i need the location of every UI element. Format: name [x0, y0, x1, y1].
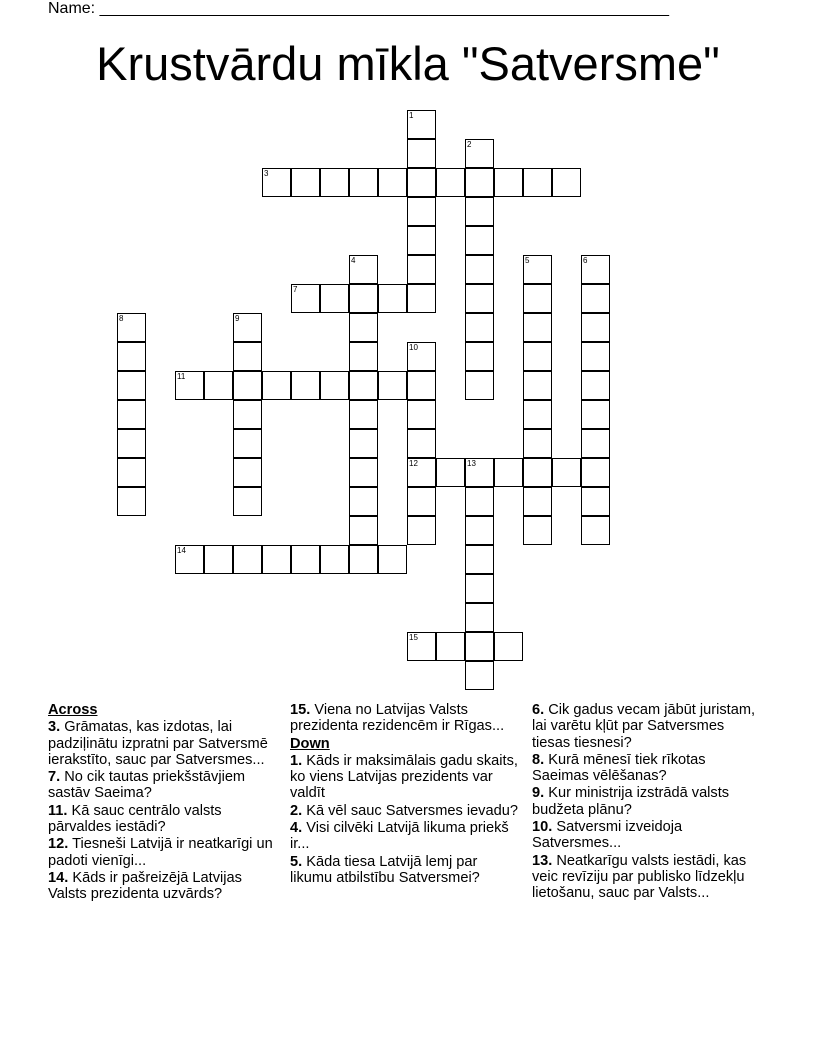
page-title: Krustvārdu mīkla "Satversme": [96, 37, 720, 90]
crossword-cell[interactable]: [465, 574, 494, 603]
clue-item-text: Kā sauc centrālo valsts pārvaldes iestādi?: [48, 802, 222, 836]
crossword-cell[interactable]: [581, 429, 610, 458]
crossword-cell[interactable]: [349, 400, 378, 429]
crossword-cell[interactable]: [552, 168, 581, 197]
crossword-cell[interactable]: [523, 458, 552, 487]
clue-item-number: 3.: [48, 719, 61, 736]
clue-number: 12: [409, 459, 418, 468]
crossword-cell[interactable]: [523, 313, 552, 342]
crossword-cell[interactable]: [349, 168, 378, 197]
crossword-cell[interactable]: [465, 458, 494, 487]
clue-item: [290, 702, 522, 735]
crossword-cell[interactable]: [117, 342, 146, 371]
clue-number: 6: [583, 256, 588, 265]
crossword-cell[interactable]: [378, 284, 407, 313]
clue-number: 9: [235, 314, 240, 323]
clue-item-number: 13.: [532, 852, 553, 869]
clue-item: [532, 853, 764, 902]
crossword-cell[interactable]: [581, 516, 610, 545]
clue-item-number: 15.: [290, 702, 311, 718]
clue-item-text: Kāds ir pašreizējā Latvijas Valsts prezidenta uzvārds?: [48, 869, 242, 903]
crossword-cell[interactable]: [320, 545, 349, 574]
crossword-cell[interactable]: [407, 458, 436, 487]
crossword-cell[interactable]: [436, 458, 465, 487]
crossword-cell[interactable]: [465, 226, 494, 255]
crossword-cell[interactable]: [523, 487, 552, 516]
crossword-cell[interactable]: [233, 342, 262, 371]
crossword-cell[interactable]: [117, 429, 146, 458]
crossword-cell[interactable]: [407, 632, 436, 661]
clue-item-number: 1.: [290, 752, 303, 769]
clue-item: [532, 819, 764, 852]
clue-item-number: 5.: [290, 853, 303, 870]
clue-item: [48, 870, 280, 903]
clue-number: 14: [177, 546, 186, 555]
crossword-cell[interactable]: [436, 168, 465, 197]
crossword-cell[interactable]: [233, 371, 262, 400]
crossword-cell[interactable]: [320, 284, 349, 313]
crossword-cell[interactable]: [378, 545, 407, 574]
clue-item-number: 8.: [532, 751, 545, 768]
crossword-cell[interactable]: [465, 603, 494, 632]
crossword-cell[interactable]: [349, 487, 378, 516]
crossword-cell[interactable]: [407, 197, 436, 226]
crossword-cell[interactable]: [117, 371, 146, 400]
clues-column-2: [290, 702, 522, 887]
crossword-cell[interactable]: [581, 487, 610, 516]
crossword-cell[interactable]: [233, 487, 262, 516]
crossword-cell[interactable]: [465, 487, 494, 516]
clue-item-text: Neatkarīgu valsts iestādi, kas veic revīziju par publisko līdzekļu lietošanu, sauc par Valsts...: [532, 852, 747, 902]
crossword-cell[interactable]: [349, 371, 378, 400]
crossword-cell[interactable]: [407, 284, 436, 313]
clue-item-text: Viena no Latvijas Valsts prezidenta rezidencēm ir Rīgas...: [290, 702, 505, 735]
crossword-cell[interactable]: [233, 400, 262, 429]
crossword-cell[interactable]: [349, 284, 378, 313]
crossword-cell[interactable]: [407, 226, 436, 255]
crossword-cell[interactable]: [407, 168, 436, 197]
crossword-cell[interactable]: [262, 371, 291, 400]
clue-item-number: 7.: [48, 769, 61, 786]
crossword-cell[interactable]: [204, 545, 233, 574]
clue-item-text: Satversmi izveidoja Satversmes...: [532, 819, 683, 852]
crossword-cell[interactable]: [349, 545, 378, 574]
clue-number: 2: [467, 140, 472, 149]
clue-item-text: Cik gadus vecam jābūt juristam, lai varētu kļūt par Satversmes tiesas tiesnesi?: [532, 702, 756, 751]
clue-item-number: 14.: [48, 869, 69, 886]
clue-item: [48, 719, 280, 768]
crossword-cell[interactable]: [523, 342, 552, 371]
crossword-cell[interactable]: [523, 429, 552, 458]
clue-number: 7: [293, 285, 298, 294]
crossword-cell[interactable]: [175, 371, 204, 400]
clue-number: 13: [467, 459, 476, 468]
crossword-cell[interactable]: [465, 197, 494, 226]
across-heading: Across: [48, 702, 98, 718]
crossword-cell[interactable]: [233, 313, 262, 342]
clue-number: 4: [351, 256, 356, 265]
name-field-label: Name: ________________________________________________________________: [48, 0, 670, 17]
crossword-cell[interactable]: [233, 458, 262, 487]
clue-item-number: 9.: [532, 785, 545, 802]
crossword-cell[interactable]: [465, 632, 494, 661]
clues-column-3: [532, 702, 764, 903]
crossword-cell[interactable]: [233, 429, 262, 458]
crossword-cell[interactable]: [291, 371, 320, 400]
crossword-cell[interactable]: [581, 255, 610, 284]
crossword-cell[interactable]: [320, 371, 349, 400]
clue-item-text: Kur ministrija izstrādā valsts budžeta plānu?: [532, 785, 730, 818]
crossword-cell[interactable]: [581, 458, 610, 487]
crossword-cell[interactable]: [407, 342, 436, 371]
clue-item-number: 6.: [532, 702, 545, 718]
clue-item: [290, 753, 522, 802]
clue-item: [48, 836, 280, 869]
clue-item-text: Grāmatas, kas izdotas, lai padziļinātu izpratni par Satversmē ierakstīto, sauc par Satversmes...: [48, 719, 268, 768]
crossword-cell[interactable]: [581, 284, 610, 313]
clue-item: [48, 803, 280, 836]
clue-item: [532, 752, 764, 785]
clue-item: [532, 702, 764, 751]
crossword-cell[interactable]: [407, 371, 436, 400]
crossword-cell[interactable]: [523, 168, 552, 197]
crossword-cell[interactable]: [436, 632, 465, 661]
crossword-cell[interactable]: [465, 661, 494, 690]
crossword-cell[interactable]: [378, 371, 407, 400]
clue-item-number: 4.: [290, 820, 303, 837]
crossword-cell[interactable]: [349, 313, 378, 342]
crossword-cell[interactable]: [407, 400, 436, 429]
crossword-cell[interactable]: [407, 429, 436, 458]
down-heading: Down: [290, 735, 330, 752]
clue-item-text: Kāda tiesa Latvijā lemj par likumu atbilstību Satversmei?: [290, 853, 480, 886]
crossword-cell[interactable]: [494, 168, 523, 197]
clue-item-text: Kā vēl sauc Satversmes ievadu?: [302, 802, 518, 819]
crossword-cell[interactable]: [407, 110, 436, 139]
clue-item-number: 12.: [48, 836, 69, 853]
crossword-cell[interactable]: [407, 139, 436, 168]
crossword-cell[interactable]: [349, 255, 378, 284]
crossword-cell[interactable]: [494, 458, 523, 487]
crossword-cell[interactable]: [349, 458, 378, 487]
clue-item: [290, 854, 522, 887]
crossword-cell[interactable]: [523, 371, 552, 400]
crossword-cell[interactable]: [233, 545, 262, 574]
crossword-cell[interactable]: [407, 487, 436, 516]
crossword-cell[interactable]: [117, 400, 146, 429]
crossword-cell[interactable]: [494, 632, 523, 661]
clue-number: 1: [409, 111, 414, 120]
crossword-cell[interactable]: [320, 168, 349, 197]
clue-number: 11: [177, 372, 186, 381]
crossword-cell[interactable]: [204, 371, 233, 400]
clue-number: 8: [119, 314, 124, 323]
clue-item: [532, 785, 764, 818]
clue-item-text: No cik tautas priekšstāvjiem sastāv Saeima?: [48, 769, 246, 802]
crossword-cell[interactable]: [523, 255, 552, 284]
clue-item: [290, 820, 522, 853]
crossword-cell[interactable]: [117, 487, 146, 516]
crossword-cell[interactable]: [175, 545, 204, 574]
crossword-cell[interactable]: [291, 545, 320, 574]
crossword-cell[interactable]: [523, 284, 552, 313]
crossword-cell[interactable]: [523, 516, 552, 545]
crossword-cell[interactable]: [465, 342, 494, 371]
crossword-cell[interactable]: [552, 458, 581, 487]
crossword-cell[interactable]: [291, 168, 320, 197]
crossword-cell[interactable]: [465, 168, 494, 197]
clue-item-number: 10.: [532, 819, 553, 836]
clue-item-text: Visi cilvēki Latvijā likuma priekš ir...: [290, 820, 509, 853]
clue-item-text: Kāds ir maksimālais gadu skaits, ko viens Latvijas prezidents var valdīt: [290, 752, 518, 802]
crossword-cell[interactable]: [262, 545, 291, 574]
clue-number: 15: [409, 633, 418, 642]
clue-number: 10: [409, 343, 418, 352]
clue-item: [290, 803, 522, 819]
crossword-cell[interactable]: [262, 168, 291, 197]
clue-item: [48, 769, 280, 802]
clues-column-1: [48, 702, 280, 904]
crossword-cell[interactable]: [465, 516, 494, 545]
crossword-cell[interactable]: [378, 168, 407, 197]
crossword-cell[interactable]: [291, 284, 320, 313]
crossword-cell[interactable]: [117, 458, 146, 487]
crossword-cell[interactable]: [581, 400, 610, 429]
crossword-cell[interactable]: [581, 313, 610, 342]
crossword-cell[interactable]: [465, 371, 494, 400]
crossword-cell[interactable]: [465, 284, 494, 313]
crossword-cell[interactable]: [407, 255, 436, 284]
crossword-cell[interactable]: [465, 255, 494, 284]
clue-number: 5: [525, 256, 530, 265]
crossword-cell[interactable]: [349, 342, 378, 371]
crossword-cell[interactable]: [523, 400, 552, 429]
clue-item-text: Kurā mēnesī tiek rīkotas Saeimas vēlēšanas?: [532, 751, 706, 785]
crossword-cell[interactable]: [407, 516, 436, 545]
clue-item-text: Tiesneši Latvijā ir neatkarīgi un padoti vienīgi...: [48, 836, 273, 869]
clue-number: 3: [264, 169, 269, 178]
clue-item-number: 11.: [48, 802, 68, 819]
crossword-cell[interactable]: [465, 313, 494, 342]
crossword-cell[interactable]: [465, 545, 494, 574]
crossword-cell[interactable]: [349, 516, 378, 545]
crossword-cell[interactable]: [349, 429, 378, 458]
crossword-cell[interactable]: [581, 371, 610, 400]
crossword-cell[interactable]: [117, 313, 146, 342]
crossword-cell[interactable]: [581, 342, 610, 371]
clue-item-number: 2.: [290, 802, 303, 819]
crossword-cell[interactable]: [465, 139, 494, 168]
